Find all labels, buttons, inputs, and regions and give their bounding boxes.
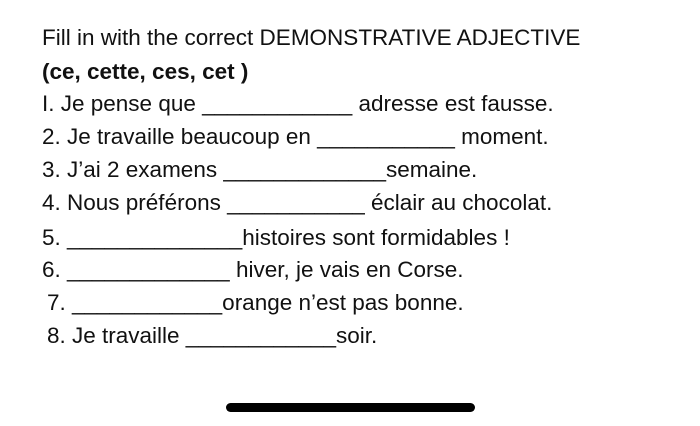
exercise-item-5: 5. ______________histoires sont formidables ! (42, 225, 510, 250)
exercise-item-2: 2. Je travaille beaucoup en ___________ moment. (42, 124, 549, 149)
exercise-item-8: 8. Je travaille ____________soir. (47, 323, 378, 348)
exercise-item-3: 3. J’ai 2 examens _____________semaine. (42, 157, 478, 182)
exercise-item-7: 7. ____________orange n’est pas bonne. (47, 290, 464, 315)
exercise-item-6: 6. _____________ hiver, je vais en Corse. (42, 257, 464, 282)
home-indicator[interactable] (226, 403, 475, 412)
worksheet-subtitle: (ce, cette, ces, cet ) (42, 59, 249, 84)
worksheet-title: Fill in with the correct DEMONSTRATIVE ADJECTIVE (42, 25, 581, 50)
exercise-item-4: 4. Nous préférons ___________ éclair au chocolat. (42, 190, 553, 215)
exercise-item-1: I. Je pense que ____________ adresse est fausse. (42, 91, 554, 116)
